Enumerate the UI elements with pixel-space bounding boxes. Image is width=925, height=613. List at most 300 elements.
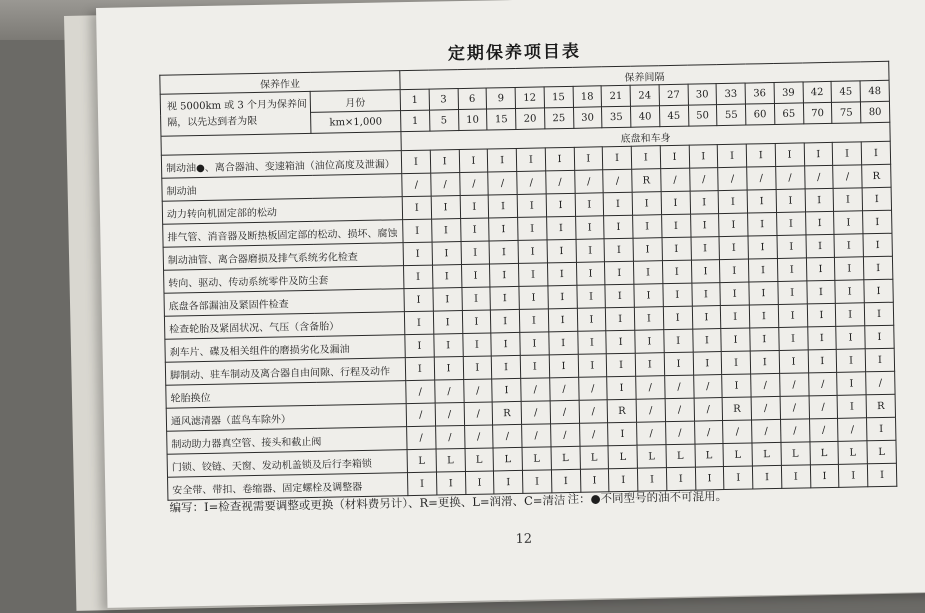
interval-cell: / <box>435 426 464 450</box>
month-cell: 12 <box>515 87 544 109</box>
interval-cell: / <box>406 403 435 427</box>
interval-cell: I <box>606 330 635 354</box>
interval-cell: I <box>549 331 578 355</box>
interval-cell: I <box>864 302 893 326</box>
interval-cell: I <box>691 237 720 261</box>
interval-cell: / <box>664 375 693 399</box>
interval-cell: I <box>603 192 632 216</box>
task-cell: 安全带、带扣、卷缩器、固定螺栓及调整器 <box>168 473 408 501</box>
interval-cell: I <box>465 471 494 495</box>
km-cell: 5 <box>429 110 458 132</box>
task-cell: 底盘各部漏油及紧固件检查 <box>164 289 404 317</box>
interval-cell: I <box>660 145 689 169</box>
interval-cell: I <box>578 354 607 378</box>
interval-cell: I <box>865 348 894 372</box>
interval-cell: / <box>488 171 517 195</box>
interval-cell: I <box>607 376 636 400</box>
interval-cell: / <box>464 402 493 426</box>
interval-cell: I <box>401 150 430 174</box>
interval-cell: I <box>720 259 749 283</box>
interval-cell: L <box>436 449 465 473</box>
interval-cell: I <box>661 191 690 215</box>
interval-cell: I <box>402 196 431 220</box>
table-body <box>161 141 896 500</box>
interval-cell: / <box>459 172 488 196</box>
interval-cell: I <box>488 194 517 218</box>
interval-cell: I <box>663 306 692 330</box>
interval-cell: I <box>433 288 462 312</box>
interval-cell: I <box>635 330 664 354</box>
interval-cell: I <box>404 311 433 335</box>
interval-cell: / <box>833 165 862 189</box>
interval-cell: / <box>665 421 694 445</box>
interval-cell: / <box>779 373 808 397</box>
km-cell: 55 <box>717 104 746 126</box>
interval-cell: / <box>775 166 804 190</box>
interval-cell: I <box>403 242 432 266</box>
km-cell: 15 <box>487 108 516 130</box>
interval-cell: / <box>463 379 492 403</box>
page-number: 12 <box>515 531 533 548</box>
interval-cell: I <box>662 260 691 284</box>
task-header: 保养作业 <box>160 71 400 95</box>
interval-cell: I <box>746 143 775 167</box>
interval-cell: I <box>778 304 807 328</box>
interval-cell: / <box>780 396 809 420</box>
km-cell: 30 <box>573 107 602 129</box>
interval-cell: I <box>833 188 862 212</box>
interval-cell: / <box>866 371 895 395</box>
task-cell: 刹车片、碟及相关组件的磨损劣化及漏油 <box>165 335 405 363</box>
interval-cell: R <box>492 401 521 425</box>
interval-cell: I <box>609 468 638 492</box>
interval-cell: I <box>577 308 606 332</box>
interval-cell: I <box>864 279 893 303</box>
task-cell: 检查轮胎及紧固状况、气压（含备胎） <box>164 312 404 340</box>
interval-cell: I <box>832 142 861 166</box>
interval-cell: I <box>805 234 834 258</box>
interval-cell: I <box>721 328 750 352</box>
interval-cell: I <box>691 283 720 307</box>
interval-cell: / <box>718 167 747 191</box>
interval-cell: / <box>689 168 718 192</box>
interval-cell: I <box>747 189 776 213</box>
interval-cell: / <box>804 165 833 189</box>
interval-cell: I <box>632 192 661 216</box>
interval-cell: / <box>574 170 603 194</box>
interval-cell: I <box>749 281 778 305</box>
interval-cell: / <box>660 168 689 192</box>
interval-cell: / <box>636 399 665 423</box>
interval-cell: L <box>637 445 666 469</box>
interval-cell: I <box>806 257 835 281</box>
interval-cell: I <box>461 287 490 311</box>
interval-cell: I <box>718 190 747 214</box>
task-cell: 通风滤清器（蓝鸟车除外） <box>166 404 406 432</box>
interval-cell: I <box>545 147 574 171</box>
interval-cell: I <box>405 334 434 358</box>
interval-cell: I <box>576 285 605 309</box>
interval-cell: L <box>694 444 723 468</box>
page-title: 定期保养项目表 <box>447 41 582 65</box>
interval-cell: I <box>867 417 896 441</box>
interval-cell: I <box>690 214 719 238</box>
interval-cell: / <box>517 171 546 195</box>
km-cell: 65 <box>774 103 803 125</box>
interval-cell: I <box>608 422 637 446</box>
interval-cell: I <box>693 352 722 376</box>
interval-cell: / <box>550 423 579 447</box>
task-cell: 轮胎换位 <box>166 381 406 409</box>
interval-cell: I <box>663 283 692 307</box>
interval-cell: I <box>691 260 720 284</box>
interval-cell: I <box>430 150 459 174</box>
interval-cell: I <box>634 307 663 331</box>
interval-cell: I <box>724 466 753 490</box>
interval-cell: / <box>808 372 837 396</box>
interval-cell: / <box>521 401 550 425</box>
interval-cell: I <box>748 235 777 259</box>
interval-cell: L <box>781 442 810 466</box>
interval-cell: I <box>666 467 695 491</box>
interval-cell: I <box>492 355 521 379</box>
interval-cell: / <box>579 423 608 447</box>
interval-cell: I <box>460 218 489 242</box>
task-cell: 制动油●、离合器油、变速箱油（油位高度及泄漏） <box>161 151 401 179</box>
interval-cell: / <box>838 418 867 442</box>
interval-cell: / <box>694 398 723 422</box>
interval-cell: L <box>752 442 781 466</box>
interval-cell: / <box>747 166 776 190</box>
interval-cell: L <box>522 447 551 471</box>
month-cell: 1 <box>400 89 429 111</box>
interval-cell: I <box>433 311 462 335</box>
interval-cell: I <box>459 149 488 173</box>
interval-cell: I <box>776 212 805 236</box>
section-title: 底盘和车身 <box>401 122 890 150</box>
km-cell: 10 <box>458 109 487 131</box>
month-cell: 36 <box>745 83 774 105</box>
book-page <box>96 0 925 608</box>
interval-cell: / <box>723 420 752 444</box>
interval-cell: I <box>518 217 547 241</box>
interval-cell: I <box>836 349 865 373</box>
km-cell: 35 <box>602 106 631 128</box>
task-cell: 门锁、铰链、天窗、发动机盖锁及后行李箱锁 <box>167 450 407 478</box>
interval-cell: I <box>491 309 520 333</box>
interval-cell: I <box>606 307 635 331</box>
task-cell: 制动油管、离合器磨损及排气系统劣化检查 <box>163 243 403 271</box>
interval-cell: I <box>403 219 432 243</box>
interval-cell: I <box>836 326 865 350</box>
interval-header: 保养间隔 <box>400 61 889 89</box>
interval-cell: / <box>603 169 632 193</box>
interval-cell: / <box>579 400 608 424</box>
interval-cell: I <box>432 265 461 289</box>
interval-cell: I <box>779 350 808 374</box>
interval-cell: I <box>862 187 891 211</box>
interval-cell: I <box>490 286 519 310</box>
interval-cell: I <box>434 334 463 358</box>
interval-cell: I <box>488 148 517 172</box>
task-cell: 制动油 <box>162 174 402 202</box>
interval-cell: I <box>662 237 691 261</box>
month-cell: 33 <box>716 83 745 105</box>
interval-cell: / <box>406 380 435 404</box>
interval-cell: I <box>717 144 746 168</box>
interval-cell: L <box>580 446 609 470</box>
interval-cell: I <box>863 210 892 234</box>
interval-cell: R <box>632 169 661 193</box>
interval-cell: L <box>407 449 436 473</box>
interval-cell: I <box>520 355 549 379</box>
interval-cell: I <box>781 465 810 489</box>
interval-cell: / <box>493 424 522 448</box>
interval-cell: I <box>805 188 834 212</box>
interval-cell: I <box>808 349 837 373</box>
km-cell: 80 <box>860 101 889 123</box>
interval-cell: I <box>867 463 896 487</box>
interval-cell: / <box>665 398 694 422</box>
interval-cell: I <box>633 238 662 262</box>
interval-cell: I <box>522 470 551 494</box>
interval-cell: / <box>636 376 665 400</box>
km-label: km×1,000 <box>311 111 401 134</box>
interval-cell: I <box>546 193 575 217</box>
interval-cell: I <box>719 213 748 237</box>
interval-cell: I <box>432 242 461 266</box>
interval-cell: L <box>666 444 695 468</box>
month-cell: 3 <box>429 89 458 111</box>
interval-cell: I <box>404 288 433 312</box>
interval-cell: I <box>836 303 865 327</box>
interval-cell: I <box>605 261 634 285</box>
interval-cell: / <box>435 403 464 427</box>
interval-cell: I <box>748 212 777 236</box>
interval-cell: I <box>575 216 604 240</box>
month-cell: 48 <box>860 80 889 102</box>
interval-cell: I <box>518 263 547 287</box>
month-cell: 42 <box>803 81 832 103</box>
interval-cell: I <box>776 189 805 213</box>
interval-cell: I <box>692 306 721 330</box>
interval-cell: / <box>637 422 666 446</box>
interval-cell: I <box>863 256 892 280</box>
interval-cell: I <box>604 215 633 239</box>
interval-cell: I <box>804 142 833 166</box>
interval-cell: I <box>635 353 664 377</box>
km-cell: 25 <box>544 107 573 129</box>
interval-cell: I <box>777 235 806 259</box>
interval-cell: / <box>402 173 431 197</box>
interval-cell: I <box>839 464 868 488</box>
interval-cell: R <box>722 397 751 421</box>
interval-cell: I <box>546 216 575 240</box>
month-cell: 30 <box>688 84 717 106</box>
interval-cell: I <box>517 194 546 218</box>
interval-cell: I <box>491 332 520 356</box>
interval-cell: L <box>465 448 494 472</box>
interval-cell: / <box>521 378 550 402</box>
interval-cell: I <box>461 241 490 265</box>
interval-cell: / <box>751 396 780 420</box>
interval-cell: I <box>548 285 577 309</box>
interval-cell: / <box>545 170 574 194</box>
month-cell: 9 <box>486 87 515 109</box>
interval-cell: I <box>548 308 577 332</box>
interval-cell: I <box>689 145 718 169</box>
interval-cell: I <box>490 263 519 287</box>
interval-cell: I <box>690 191 719 215</box>
interval-cell: I <box>518 240 547 264</box>
interval-cell: I <box>721 351 750 375</box>
interval-cell: I <box>637 468 666 492</box>
month-cell: 18 <box>573 86 602 108</box>
interval-cell: I <box>576 262 605 286</box>
km-cell: 45 <box>659 105 688 127</box>
interval-cell: I <box>462 310 491 334</box>
interval-cell: I <box>436 472 465 496</box>
interval-cell: / <box>809 418 838 442</box>
km-cell: 40 <box>630 106 659 128</box>
interval-cell: I <box>695 467 724 491</box>
interval-cell: I <box>810 464 839 488</box>
interval-cell: I <box>834 211 863 235</box>
interval-cell: I <box>750 327 779 351</box>
month-cell: 6 <box>458 88 487 110</box>
interval-cell: / <box>780 419 809 443</box>
interval-cell: I <box>807 303 836 327</box>
interval-cell: I <box>834 234 863 258</box>
interval-cell: I <box>489 240 518 264</box>
interval-cell: I <box>779 327 808 351</box>
interval-cell: I <box>492 378 521 402</box>
task-cell: 脚制动、驻车制动及离合器自由间隙、行程及动作 <box>165 358 405 386</box>
interval-cell: I <box>547 239 576 263</box>
task-cell: 动力转向机固定部的松动 <box>162 197 402 225</box>
interval-cell: I <box>575 193 604 217</box>
interval-cell: I <box>777 258 806 282</box>
interval-cell: R <box>866 394 895 418</box>
interval-cell: L <box>838 441 867 465</box>
interval-cell: L <box>867 440 896 464</box>
legend-text: 编写：I=检查视需要调整或更换（材料费另计）、R=更换、L=润滑、C=清洁 <box>169 493 566 515</box>
interval-cell: I <box>603 146 632 170</box>
interval-cell: I <box>835 257 864 281</box>
interval-cell: I <box>750 350 779 374</box>
interval-cell: / <box>694 421 723 445</box>
interval-cell: I <box>519 309 548 333</box>
interval-cell: L <box>551 446 580 470</box>
interval-cell: I <box>837 395 866 419</box>
interval-cell: I <box>461 264 490 288</box>
interval-cell: / <box>693 375 722 399</box>
interval-cell: I <box>775 143 804 167</box>
interval-cell: / <box>751 373 780 397</box>
interval-cell: / <box>578 377 607 401</box>
interval-cell: I <box>577 331 606 355</box>
interval-cell: I <box>574 147 603 171</box>
interval-cell: I <box>551 469 580 493</box>
interval-cell: I <box>664 352 693 376</box>
interval-cell: I <box>749 304 778 328</box>
interval-cell: / <box>464 425 493 449</box>
task-cell: 排气管、消音器及断热板固定部的松动、损坏、腐蚀 <box>163 220 403 248</box>
interval-cell: I <box>460 195 489 219</box>
month-label: 月份 <box>310 90 400 113</box>
interval-cell: I <box>722 374 751 398</box>
interval-cell: I <box>806 280 835 304</box>
interval-cell: I <box>516 148 545 172</box>
task-cell: 制动助力器真空管、接头和截止阀 <box>167 427 407 455</box>
interval-cell: I <box>778 281 807 305</box>
interval-cell: I <box>721 305 750 329</box>
month-cell: 39 <box>774 82 803 104</box>
task-cell: 转向、驱动、传动系统零件及防尘套 <box>164 266 404 294</box>
month-cell: 24 <box>630 85 659 107</box>
interval-cell: I <box>489 217 518 241</box>
km-cell: 70 <box>803 102 832 124</box>
interval-cell: I <box>692 329 721 353</box>
interval-cell: I <box>519 286 548 310</box>
interval-cell: / <box>809 395 838 419</box>
interval-cell: / <box>752 419 781 443</box>
interval-cell: I <box>719 236 748 260</box>
interval-cell: I <box>861 141 890 165</box>
interval-cell: I <box>404 265 433 289</box>
month-cell: 15 <box>544 86 573 108</box>
interval-cell: / <box>434 380 463 404</box>
interval-cell: R <box>862 164 891 188</box>
interval-cell: I <box>604 238 633 262</box>
interval-cell: I <box>748 258 777 282</box>
interval-cell: I <box>865 325 894 349</box>
interval-cell: L <box>608 445 637 469</box>
interval-cell: I <box>407 472 436 496</box>
interval-cell: I <box>462 333 491 357</box>
month-cell: 45 <box>831 81 860 103</box>
interval-cell: I <box>835 280 864 304</box>
interval-cell: I <box>661 214 690 238</box>
interval-cell: I <box>463 356 492 380</box>
interval-cell: I <box>580 469 609 493</box>
interval-cell: I <box>837 372 866 396</box>
interval-cell: I <box>605 284 634 308</box>
interval-cell: / <box>549 377 578 401</box>
interval-cell: I <box>752 465 781 489</box>
interval-cell: / <box>522 424 551 448</box>
interval-cell: I <box>606 353 635 377</box>
interval-cell: I <box>634 284 663 308</box>
note-text: 注：●不同型号的油不可混用。 <box>567 488 728 507</box>
km-cell: 60 <box>745 103 774 125</box>
interval-cell: I <box>576 239 605 263</box>
month-cell: 21 <box>601 85 630 107</box>
interval-cell: I <box>547 262 576 286</box>
interval-cell: / <box>430 173 459 197</box>
interval-cell: I <box>431 219 460 243</box>
interval-cell: L <box>723 443 752 467</box>
month-cell: 27 <box>659 84 688 106</box>
interval-cell: I <box>434 357 463 381</box>
interval-cell: I <box>807 326 836 350</box>
interval-cell: I <box>633 215 662 239</box>
km-cell: 50 <box>688 105 717 127</box>
interval-cell: L <box>493 447 522 471</box>
interval-cell: I <box>720 282 749 306</box>
km-cell: 1 <box>401 110 430 132</box>
interval-cell: I <box>863 233 892 257</box>
